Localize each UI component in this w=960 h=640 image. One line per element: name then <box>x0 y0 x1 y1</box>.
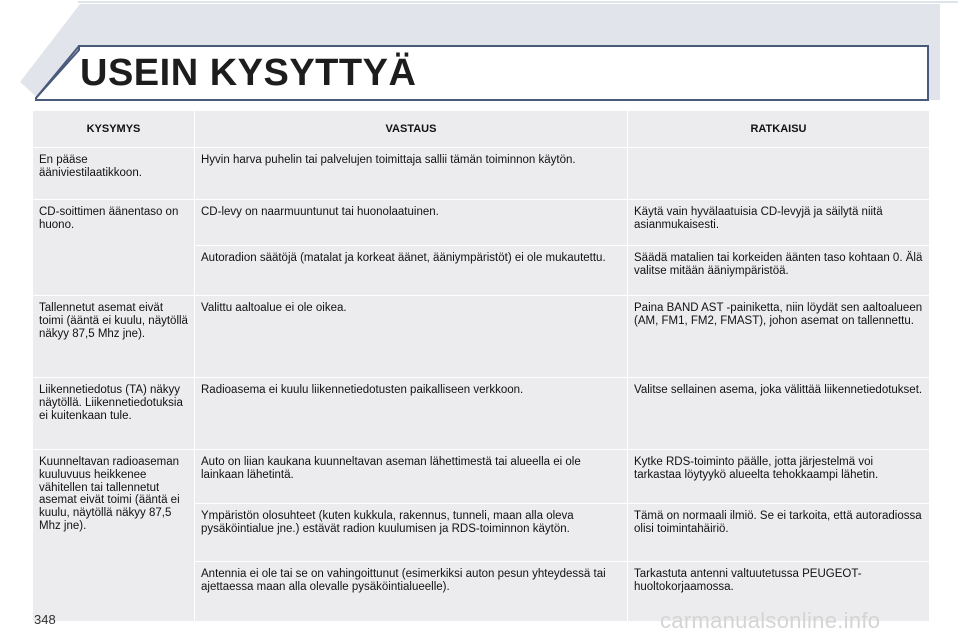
answer-cell: Ympäristön olosuhteet (kuten kukkula, rakennus, tunneli, maan alla oleva pysäköintialue jne.) estävät radion kuulumisen ja RDS-toiminnon käytön. <box>195 504 628 562</box>
faq-table <box>32 110 930 622</box>
page-title: USEIN KYSYTTYÄ <box>80 52 417 94</box>
question-cell: En pääse ääniviestilaatikkoon. <box>33 148 195 200</box>
table-row <box>33 450 930 504</box>
solution-cell: Valitse sellainen asema, joka välittää liikennetiedotukset. <box>628 378 930 450</box>
answer-cell: CD-levy on naarmuuntunut tai huonolaatuinen. <box>195 200 628 246</box>
faq-table-body <box>33 148 930 622</box>
answer-cell: Valittu aaltoalue ei ole oikea. <box>195 296 628 378</box>
table-row <box>33 148 930 200</box>
column-header-solution: RATKAISU <box>628 111 930 148</box>
table-row <box>33 296 930 378</box>
column-header-question: KYSYMYS <box>33 111 195 148</box>
question-cell: Liikennetiedotus (TA) näkyy näytöllä. Liikennetiedotuksia ei kuitenkaan tule. <box>33 378 195 450</box>
solution-cell: Kytke RDS-toiminto päälle, jotta järjestelmä voi tarkastaa löytyykö alueelta tehokkaampi lähetin. <box>628 450 930 504</box>
table-row <box>33 378 930 450</box>
table-row <box>33 200 930 246</box>
answer-cell: Radioasema ei kuulu liikennetiedotusten paikalliseen verkkoon. <box>195 378 628 450</box>
answer-cell: Antennia ei ole tai se on vahingoittunut (esimerkiksi auton pesun yhteydessä tai ajettaessa maan alla olevalle pysäköintialueelle). <box>195 562 628 622</box>
table-header-row <box>33 111 930 148</box>
question-cell: CD-soittimen äänentaso on huono. <box>33 200 195 296</box>
question-cell: Tallennetut asemat eivät toimi (ääntä ei kuulu, näytöllä näkyy 87,5 Mhz jne). <box>33 296 195 378</box>
watermark: carmanualsonline.info <box>660 608 881 633</box>
answer-cell: Autoradion säätöjä (matalat ja korkeat äänet, ääniympäristöt) ei ole mukautettu. <box>195 246 628 296</box>
solution-cell: Tarkastuta antenni valtuutetussa PEUGEOT-huoltokorjaamossa. <box>628 562 930 622</box>
question-cell: Kuunneltavan radioaseman kuuluvuus heikkenee vähitellen tai tallennetut asemat eivät toimi (ääntä ei kuulu, näytöllä näkyy 87,5 Mhz jne). <box>33 450 195 622</box>
solution-cell: Tämä on normaali ilmiö. Se ei tarkoita, että autoradiossa olisi toimintahäiriö. <box>628 504 930 562</box>
answer-cell: Auto on liian kaukana kuunneltavan aseman lähettimestä tai alueella ei ole lainkaan lähetintä. <box>195 450 628 504</box>
page-number: 348 <box>34 612 56 627</box>
solution-cell <box>628 148 930 200</box>
solution-cell: Paina BAND AST -painiketta, niin löydät sen aaltoalueen (AM, FM1, FM2, FMAST), johon asemat on tallennettu. <box>628 296 930 378</box>
solution-cell: Käytä vain hyvälaatuisia CD-levyjä ja säilytä niitä asianmukaisesti. <box>628 200 930 246</box>
answer-cell: Hyvin harva puhelin tai palvelujen toimittaja sallii tämän toiminnon käytön. <box>195 148 628 200</box>
solution-cell: Säädä matalien tai korkeiden äänten taso kohtaan 0. Älä valitse mitään ääniympäristöä. <box>628 246 930 296</box>
header-band <box>0 0 960 110</box>
column-header-answer: VASTAUS <box>195 111 628 148</box>
